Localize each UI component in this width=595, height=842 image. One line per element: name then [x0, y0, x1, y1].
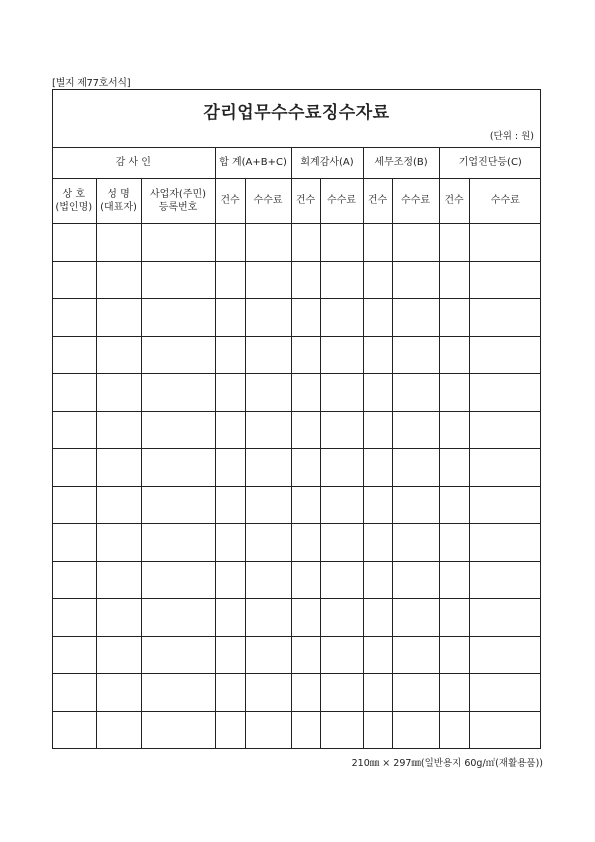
cell-a-count[interactable] — [291, 711, 320, 749]
cell-trade-name[interactable] — [52, 261, 96, 299]
cell-total-count[interactable] — [215, 374, 245, 412]
cell-c-count[interactable] — [439, 261, 469, 299]
header-a-count: 건수 — [291, 179, 320, 224]
cell-name[interactable] — [96, 561, 141, 599]
cell-a-count[interactable] — [291, 674, 320, 712]
header-auditor: 감 사 인 — [52, 148, 215, 179]
cell-c-fee[interactable] — [469, 299, 541, 337]
unit-label: (단위 : 원) — [489, 131, 534, 142]
header-b-fee: 수수료 — [392, 179, 439, 224]
cell-trade-name[interactable] — [52, 674, 96, 712]
cell-c-count[interactable] — [439, 711, 469, 749]
cell-a-fee[interactable] — [320, 374, 363, 412]
cell-b-count[interactable] — [363, 711, 392, 749]
cell-reg-no[interactable] — [141, 374, 215, 412]
cell-total-fee[interactable] — [245, 561, 291, 599]
cell-c-fee[interactable] — [469, 674, 541, 712]
cell-b-fee[interactable] — [392, 674, 439, 712]
cell-b-count[interactable] — [363, 224, 392, 262]
cell-a-fee[interactable] — [320, 524, 363, 562]
cell-name[interactable] — [96, 299, 141, 337]
cell-total-count[interactable] — [215, 224, 245, 262]
cell-a-fee[interactable] — [320, 261, 363, 299]
cell-c-count[interactable] — [439, 636, 469, 674]
cell-total-fee[interactable] — [245, 336, 291, 374]
cell-b-fee[interactable] — [392, 524, 439, 562]
cell-b-fee[interactable] — [392, 711, 439, 749]
header-b-count: 건수 — [363, 179, 392, 224]
cell-total-fee[interactable] — [245, 599, 291, 637]
cell-a-count[interactable] — [291, 636, 320, 674]
cell-total-count[interactable] — [215, 411, 245, 449]
cell-a-count[interactable] — [291, 374, 320, 412]
cell-reg-no[interactable] — [141, 411, 215, 449]
cell-trade-name[interactable] — [52, 711, 96, 749]
cell-c-fee[interactable] — [469, 449, 541, 487]
cell-b-count[interactable] — [363, 599, 392, 637]
cell-c-fee[interactable] — [469, 636, 541, 674]
cell-b-count[interactable] — [363, 374, 392, 412]
cell-a-fee[interactable] — [320, 599, 363, 637]
cell-a-fee[interactable] — [320, 636, 363, 674]
cell-a-fee[interactable] — [320, 674, 363, 712]
cell-reg-no[interactable] — [141, 261, 215, 299]
cell-b-count[interactable] — [363, 561, 392, 599]
cell-a-fee[interactable] — [320, 411, 363, 449]
cell-a-count[interactable] — [291, 524, 320, 562]
table-row — [52, 486, 541, 524]
cell-c-fee[interactable] — [469, 224, 541, 262]
cell-name[interactable] — [96, 374, 141, 412]
cell-total-count[interactable] — [215, 336, 245, 374]
cell-c-count[interactable] — [439, 449, 469, 487]
cell-total-count[interactable] — [215, 486, 245, 524]
header-c-count: 건수 — [439, 179, 469, 224]
table-row — [52, 449, 541, 487]
cell-c-count[interactable] — [439, 674, 469, 712]
table-row — [52, 224, 541, 262]
table-row — [52, 711, 541, 749]
cell-a-fee[interactable] — [320, 299, 363, 337]
cell-c-fee[interactable] — [469, 599, 541, 637]
table-row — [52, 599, 541, 637]
cell-c-fee[interactable] — [469, 524, 541, 562]
header-company-diagnosis: 기업진단등(C) — [439, 148, 541, 179]
cell-total-fee[interactable] — [245, 449, 291, 487]
cell-b-count[interactable] — [363, 299, 392, 337]
cell-b-count[interactable] — [363, 636, 392, 674]
cell-b-fee[interactable] — [392, 449, 439, 487]
cell-total-count[interactable] — [215, 261, 245, 299]
header-total: 합 계(A+B+C) — [215, 148, 291, 179]
cell-total-count[interactable] — [215, 299, 245, 337]
cell-reg-no[interactable] — [141, 299, 215, 337]
cell-b-count[interactable] — [363, 486, 392, 524]
cell-a-fee[interactable] — [320, 711, 363, 749]
cell-trade-name[interactable] — [52, 561, 96, 599]
cell-trade-name[interactable] — [52, 299, 96, 337]
form-title: 감리업무수수료징수자료 — [203, 103, 390, 123]
header-name: 성 명 (대표자) — [96, 179, 141, 224]
cell-name[interactable] — [96, 449, 141, 487]
header-trade-name: 상 호 (법인명) — [52, 179, 96, 224]
cell-c-count[interactable] — [439, 411, 469, 449]
cell-name[interactable] — [96, 636, 141, 674]
cell-trade-name[interactable] — [52, 336, 96, 374]
cell-name[interactable] — [96, 711, 141, 749]
header-row-fields — [52, 179, 541, 224]
cell-c-count[interactable] — [439, 561, 469, 599]
form-number-label: [별지 제77호서식] — [52, 78, 131, 89]
cell-a-count[interactable] — [291, 599, 320, 637]
cell-trade-name[interactable] — [52, 374, 96, 412]
cell-c-fee[interactable] — [469, 374, 541, 412]
cell-total-count[interactable] — [215, 561, 245, 599]
cell-a-count[interactable] — [291, 486, 320, 524]
cell-trade-name[interactable] — [52, 486, 96, 524]
cell-c-fee[interactable] — [469, 561, 541, 599]
paper-spec-footer: 210㎜ × 297㎜(일반용지 60g/㎡(재활용품)) — [351, 758, 543, 769]
cell-trade-name[interactable] — [52, 636, 96, 674]
cell-b-count[interactable] — [363, 336, 392, 374]
cell-total-fee[interactable] — [245, 711, 291, 749]
table-row — [52, 636, 541, 674]
cell-total-fee[interactable] — [245, 224, 291, 262]
cell-c-count[interactable] — [439, 599, 469, 637]
cell-name[interactable] — [96, 336, 141, 374]
cell-a-count[interactable] — [291, 449, 320, 487]
cell-total-fee[interactable] — [245, 674, 291, 712]
cell-a-fee[interactable] — [320, 561, 363, 599]
cell-b-count[interactable] — [363, 449, 392, 487]
cell-reg-no[interactable] — [141, 599, 215, 637]
header-c-fee: 수수료 — [469, 179, 541, 224]
cell-b-fee[interactable] — [392, 486, 439, 524]
fee-table — [52, 147, 541, 749]
cell-a-fee[interactable] — [320, 486, 363, 524]
cell-total-count[interactable] — [215, 711, 245, 749]
cell-total-fee[interactable] — [245, 524, 291, 562]
header-total-fee: 수수료 — [245, 179, 291, 224]
cell-a-count[interactable] — [291, 224, 320, 262]
table-row — [52, 374, 541, 412]
cell-total-fee[interactable] — [245, 411, 291, 449]
cell-reg-no[interactable] — [141, 486, 215, 524]
header-a-fee: 수수료 — [320, 179, 363, 224]
cell-reg-no[interactable] — [141, 561, 215, 599]
cell-b-fee[interactable] — [392, 336, 439, 374]
cell-b-fee[interactable] — [392, 561, 439, 599]
cell-reg-no[interactable] — [141, 674, 215, 712]
table-row — [52, 411, 541, 449]
cell-a-fee[interactable] — [320, 336, 363, 374]
cell-b-fee[interactable] — [392, 374, 439, 412]
cell-c-fee[interactable] — [469, 261, 541, 299]
cell-total-fee[interactable] — [245, 299, 291, 337]
cell-trade-name[interactable] — [52, 524, 96, 562]
cell-b-fee[interactable] — [392, 411, 439, 449]
cell-a-fee[interactable] — [320, 224, 363, 262]
cell-trade-name[interactable] — [52, 599, 96, 637]
cell-a-count[interactable] — [291, 336, 320, 374]
cell-c-fee[interactable] — [469, 486, 541, 524]
cell-name[interactable] — [96, 486, 141, 524]
cell-reg-no[interactable] — [141, 336, 215, 374]
cell-trade-name[interactable] — [52, 449, 96, 487]
cell-b-count[interactable] — [363, 524, 392, 562]
cell-c-fee[interactable] — [469, 411, 541, 449]
cell-reg-no[interactable] — [141, 636, 215, 674]
cell-reg-no[interactable] — [141, 711, 215, 749]
table-row — [52, 261, 541, 299]
header-accounting-audit: 회계감사(A) — [291, 148, 363, 179]
cell-a-fee[interactable] — [320, 449, 363, 487]
table-row — [52, 299, 541, 337]
cell-name[interactable] — [96, 524, 141, 562]
cell-b-fee[interactable] — [392, 636, 439, 674]
cell-total-fee[interactable] — [245, 486, 291, 524]
cell-name[interactable] — [96, 261, 141, 299]
cell-name[interactable] — [96, 599, 141, 637]
cell-c-count[interactable] — [439, 524, 469, 562]
cell-c-count[interactable] — [439, 224, 469, 262]
table-row — [52, 674, 541, 712]
cell-a-count[interactable] — [291, 561, 320, 599]
cell-total-fee[interactable] — [245, 261, 291, 299]
cell-total-count[interactable] — [215, 674, 245, 712]
cell-b-count[interactable] — [363, 411, 392, 449]
cell-name[interactable] — [96, 224, 141, 262]
cell-b-count[interactable] — [363, 674, 392, 712]
cell-total-count[interactable] — [215, 599, 245, 637]
cell-c-count[interactable] — [439, 299, 469, 337]
cell-a-count[interactable] — [291, 411, 320, 449]
cell-b-fee[interactable] — [392, 224, 439, 262]
cell-c-fee[interactable] — [469, 711, 541, 749]
header-registration-number: 사업자(주민) 등록번호 — [141, 179, 215, 224]
header-tax-adjustment: 세무조정(B) — [363, 148, 439, 179]
cell-trade-name[interactable] — [52, 224, 96, 262]
table-row — [52, 336, 541, 374]
cell-b-count[interactable] — [363, 261, 392, 299]
table-row — [52, 524, 541, 562]
cell-b-fee[interactable] — [392, 261, 439, 299]
cell-trade-name[interactable] — [52, 411, 96, 449]
cell-c-fee[interactable] — [469, 336, 541, 374]
cell-b-fee[interactable] — [392, 599, 439, 637]
cell-c-count[interactable] — [439, 486, 469, 524]
header-row-groups — [52, 148, 541, 179]
cell-total-count[interactable] — [215, 449, 245, 487]
cell-b-fee[interactable] — [392, 299, 439, 337]
cell-c-count[interactable] — [439, 336, 469, 374]
cell-total-fee[interactable] — [245, 374, 291, 412]
form-frame — [52, 89, 541, 749]
cell-reg-no[interactable] — [141, 524, 215, 562]
table-row — [52, 561, 541, 599]
cell-a-count[interactable] — [291, 299, 320, 337]
cell-total-count[interactable] — [215, 636, 245, 674]
cell-name[interactable] — [96, 411, 141, 449]
cell-total-fee[interactable] — [245, 636, 291, 674]
cell-a-count[interactable] — [291, 261, 320, 299]
header-total-count: 건수 — [215, 179, 245, 224]
cell-c-count[interactable] — [439, 374, 469, 412]
cell-total-count[interactable] — [215, 524, 245, 562]
cell-reg-no[interactable] — [141, 224, 215, 262]
cell-reg-no[interactable] — [141, 449, 215, 487]
cell-name[interactable] — [96, 674, 141, 712]
